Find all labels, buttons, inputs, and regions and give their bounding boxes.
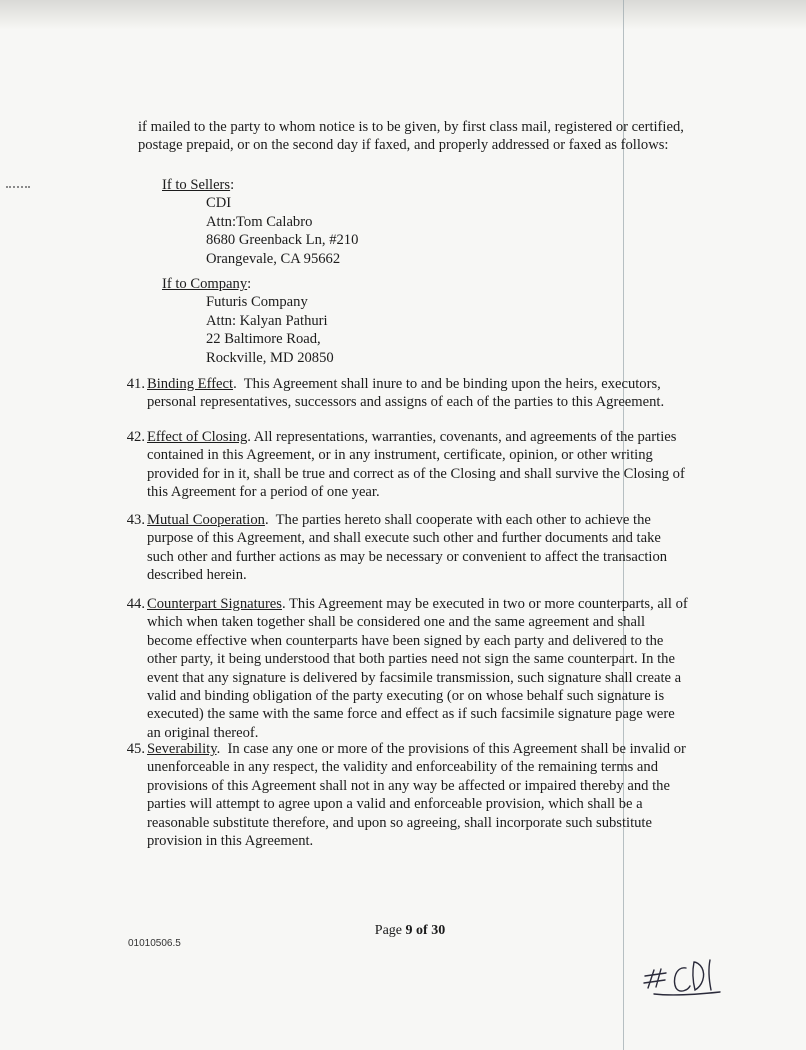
section-43: 43. Mutual Cooperation. The parties hereto shall cooperate with each other to achieve the purpose of this Agreement, and shall execute such other and further documents and take such other and further actions as may be necessary or convenient to affect the transaction described herein.: [121, 511, 691, 585]
address-line: 22 Baltimore Road,: [206, 331, 321, 348]
address-line: Orangevale, CA 95662: [206, 250, 341, 267]
intro-paragraph: if mailed to the party to whom notice is to be given, by first class mail, registered or certified, postage prepaid, or on the second day if faxed, and properly addressed or faxed as follows:: [138, 119, 684, 154]
address-line: Attn: Kalyan Pathuri: [206, 312, 328, 329]
page-prefix: Page: [374, 923, 403, 938]
scan-margin-mark: [6, 186, 30, 190]
section-body: This Agreement shall inure to and be binding upon the heirs, executors, personal representatives, successors and assigns of each of the parties to this Agreement.: [147, 376, 665, 411]
scan-edge-shadow: [0, 0, 806, 30]
section-heading: Binding Effect: [147, 376, 234, 392]
address-block-sellers: If to Sellers: CDI Attn:Tom Calabro 8680 Greenback Ln, #210 Orangevale, CA 95662: [162, 177, 359, 267]
section-number: 44.: [126, 596, 145, 612]
section-heading: Severability: [147, 741, 217, 757]
section-number: 41.: [126, 376, 145, 392]
section-41: 41. Binding Effect. This Agreement shall inure to and be binding upon the heirs, executors, personal representatives, successors and assigns of each of the parties to this Agreement.: [121, 375, 691, 412]
address-line: Rockville, MD 20850: [206, 349, 334, 366]
section-heading: Mutual Cooperation: [147, 512, 265, 528]
address-header: If to Sellers: [162, 177, 231, 193]
page-of: of: [416, 923, 428, 938]
section-number: 45.: [126, 741, 145, 757]
section-heading: Effect of Closing: [147, 429, 248, 445]
address-line: 8680 Greenback Ln, #210: [206, 232, 359, 249]
handwritten-initials: [640, 940, 730, 1000]
section-body: This Agreement may be executed in two or more counterparts, all of which when taken together shall be considered one and the same agreement and shall become effective when counterparts have been signed by each party and delivered to the other party, it being understood that both parties need not sign the same counterpart. In the event that any signature is delivered by facsimile transmission, such signature shall create a valid and binding obligation of the party executing (or on whose behalf such signature is executed) the same with the same force and effect as if such facsimile signature page were an original thereof.: [147, 596, 688, 741]
section-heading: Counterpart Signatures: [147, 596, 282, 612]
section-42: 42. Effect of Closing. All representations, warranties, covenants, and agreements of the parties contained in this Agreement, or in any instrument, certificate, opinion, or other writing provided for in it, shall be true and correct as of the Closing and shall survive the Closing of this Agreement for a period of one year.: [121, 428, 691, 502]
section-body: All representations, warranties, covenants, and agreements of the parties contained in this Agreement, or in any instrument, certificate, opinion, or other writing provided for in it, shall be true and correct as of the Closing and shall survive the Closing of this Agreement for a period of one year.: [147, 429, 685, 501]
section-45: 45. Severability. In case any one or more of the provisions of this Agreement shall be invalid or unenforceable in any respect, the validity and enforceability of the remaining terms and provisions of this Agreement shall not in any way be affected or impaired thereby and the parties will attempt to agree upon a valid and enforceable provision, which shall be a reasonable substitute therefore, and upon so agreeing, shall incorporate such substitute provision in this Agreement.: [121, 740, 691, 850]
address-line: CDI: [206, 195, 232, 212]
section-number: 42.: [126, 429, 145, 445]
section-number: 43.: [126, 512, 145, 528]
section-body: In case any one or more of the provisions of this Agreement shall be invalid or unenforceable in any respect, the validity and enforceability of the remaining terms and provisions of this Agreement shall not in any way be affected or impaired thereby and the parties will attempt to agree upon a valid and enforceable provision, which shall be a reasonable substitute therefore, and upon so agreeing, shall incorporate such substitute provision in this Agreement.: [147, 741, 686, 850]
section-body: The parties hereto shall cooperate with each other to achieve the purpose of this Agreement, and shall execute such other and further documents and take such other and further actions as may be necessary or convenient to affect the transaction described herein.: [147, 512, 668, 584]
section-44: 44. Counterpart Signatures. This Agreement may be executed in two or more counterparts, all of which when taken together shall be considered one and the same agreement and shall become effective when counterparts have been signed by each party and delivered to the other party, it being understood that both parties need not sign the same counterpart. In the event that any signature is delivered by facsimile transmission, such signature shall create a valid and binding obligation of the party executing (or on whose behalf such signature is executed) the same with the same force and effect as if such facsimile signature page were an original thereof.: [121, 595, 691, 742]
page-number: 9: [405, 923, 413, 938]
address-header: If to Company: [162, 276, 248, 292]
address-line: Attn:Tom Calabro: [206, 213, 313, 230]
document-id: 01010506.5: [128, 938, 181, 949]
address-block-company: If to Company: Futuris Company Attn: Kalyan Pathuri 22 Baltimore Road, Rockville, MD 20850: [162, 276, 334, 366]
address-line: Futuris Company: [206, 294, 308, 311]
page-total: 30: [431, 923, 446, 938]
page-number-footer: [300, 923, 520, 939]
